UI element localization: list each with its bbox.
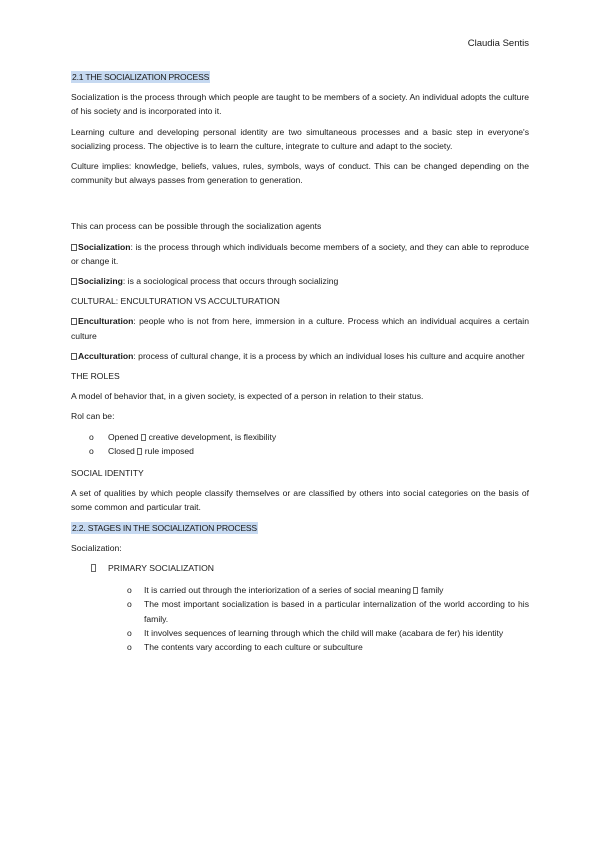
bullet-icon: o <box>127 627 132 638</box>
paragraph-rol-intro: Rol can be: <box>71 411 115 422</box>
definition-term: Socialization <box>78 241 131 252</box>
arrow-glyph-icon <box>413 587 418 594</box>
paragraph-socialization-agents: This can process can be possible through the socialization agents <box>71 221 322 232</box>
checkbox-glyph-icon <box>71 244 77 251</box>
section-heading-text: 2.1 THE SOCIALIZATION PROCESS <box>72 72 210 82</box>
checkbox-glyph-icon <box>91 564 96 572</box>
spacer <box>71 193 529 219</box>
rol-list <box>71 430 529 458</box>
section-heading-stages <box>71 521 529 535</box>
list-item: o Closed rule imposed <box>71 444 529 458</box>
checkbox-glyph-icon <box>71 278 77 285</box>
definition-enculturation <box>71 314 529 342</box>
section-heading-socialization-process <box>71 70 529 84</box>
definition-socializing <box>71 274 529 288</box>
subheading-social-identity: SOCIAL IDENTITY <box>71 468 144 479</box>
list-item: o It involves sequences of learning through which the child will make (acabara de fer) his identity <box>71 626 529 640</box>
definition-term: Enculturation <box>78 316 134 327</box>
definition-text: : is a sociological process that occurs through socializing <box>122 276 339 287</box>
header-author: Claudia Sentis <box>467 38 529 49</box>
list-item: o The most important socialization is based in a particular internalization of the world according to his family. <box>127 599 529 624</box>
list-item: o It is carried out through the interiorization of a series of social meaning family <box>71 583 529 597</box>
primary-socialization-list <box>71 583 529 654</box>
paragraph-learning-culture: Learning culture and developing personal identity are two simultaneous processes and a basic step in everyone's socializing process. The objective is to learn the culture, integrate to culture and adapt to the society. <box>71 126 529 151</box>
document-body <box>71 70 529 654</box>
definition-term: Socializing <box>78 276 123 287</box>
definition-text: : process of cultural change, it is a process by which an individual loses his culture and acquire another <box>133 350 525 361</box>
subheading-roles: THE ROLES <box>71 371 120 382</box>
paragraph-socialization-definition: Socialization is the process through which people are taught to be members of a society. An individual adopts the culture of his society and is incorporated into it. <box>71 92 529 117</box>
list-item: o Opened creative development, is flexibility <box>71 430 529 444</box>
definition-text: : is the process through which individuals become members of a society, and they can able to reproduce or change it. <box>71 241 529 266</box>
bullet-icon: o <box>127 585 132 596</box>
arrow-glyph-icon <box>141 434 146 441</box>
definition-socialization <box>71 240 529 268</box>
paragraph-socialization-label: Socialization: <box>71 542 122 553</box>
bullet-icon: o <box>127 599 132 610</box>
definition-text: : people who is not from here, immersion in a culture. Process which an individual acquires a certain culture <box>71 316 529 341</box>
primary-socialization-label: PRIMARY SOCIALIZATION <box>108 563 215 574</box>
bullet-icon: o <box>89 445 94 456</box>
checkbox-glyph-icon <box>71 353 77 360</box>
bullet-icon: o <box>89 431 94 442</box>
list-item: o The contents vary according to each culture or subculture <box>71 640 529 654</box>
arrow-glyph-icon <box>137 448 142 455</box>
subheading-cultural: CULTURAL: ENCULTURATION VS ACCULTURATION <box>71 296 280 307</box>
paragraph-social-identity: A set of qualities by which people classify themselves or are classified by others into social categories on the basis of some common and particular trait. <box>71 488 529 513</box>
paragraph-roles: A model of behavior that, in a given society, is expected of a person in relation to their status. <box>71 391 424 402</box>
section-heading-text: 2.2. STAGES IN THE SOCIALIZATION PROCESS <box>72 522 257 533</box>
checkbox-glyph-icon <box>71 318 77 325</box>
paragraph-culture-implies: Culture implies: knowledge, beliefs, values, rules, symbols, ways of conduct. This can be changed depending on the community but always passes from generation to generation. <box>71 161 529 186</box>
definition-acculturation <box>71 349 529 363</box>
bullet-icon: o <box>127 642 132 653</box>
definition-term: Acculturation <box>78 350 134 361</box>
primary-socialization-item <box>71 561 529 575</box>
